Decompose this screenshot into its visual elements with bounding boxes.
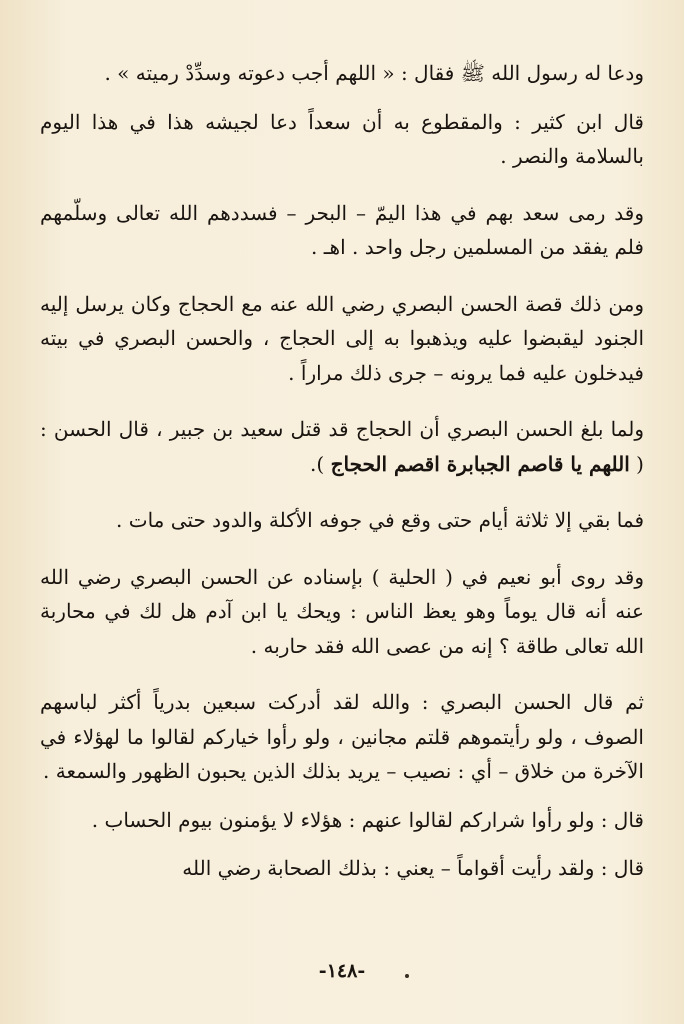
paragraph-4: ومن ذلك قصة الحسن البصري رضي الله عنه مع الحجاج وكان يرسل إليه الجنود ليقبضوا عليه ويذهبوا به إلى الحجاج ، والحسن البصري في بيته فيدخلون عليه فما يرونه – جرى ذلك مراراً . xyxy=(40,291,644,385)
paragraph-1: ودعا له رسول الله ﷺ فقال : « اللهم أجب دعوته وسدِّدْ رميته » . xyxy=(104,61,644,85)
paragraph-spacer xyxy=(40,538,644,560)
paragraph-spacer xyxy=(40,789,644,803)
paragraph-spacer xyxy=(40,837,644,851)
paragraph-3: وقد رمى سعد بهم في هذا اليمّ – البحر – فسددهم الله تعالى وسلّمهم فلم يفقد من المسلمين رجل واحد . اهـ . xyxy=(40,200,644,259)
page-number: -١٤٨- xyxy=(318,960,366,982)
paragraph-6: فما بقي إلا ثلاثة أيام حتى وقع في جوفه الأكلة والدود حتى مات . xyxy=(116,508,644,532)
paragraph-5-text-before: ولما بلغ الحسن البصري أن الحجاج قد قتل سعيد بن جبير ، قال الحسن : ( xyxy=(40,417,644,476)
paragraph-2: قال ابن كثير : والمقطوع به أن سعداً دعا لجيشه هذا في هذا اليوم بالسلامة والنصر . xyxy=(40,109,644,168)
paragraph-7: وقد روى أبو نعيم في ( الحلية ) بإسناده عن الحسن البصري رضي الله عنه أنه قال يوماً وهو يعظ الناس : ويحك يا ابن آدم هل لك في محاربة الله تعالى طاقة ؟ إنه من عصى الله فقد حاربه . xyxy=(40,564,644,658)
paragraph-10: قال : ولقد رأيت أقواماً – يعني : بذلك الصحابة رضي الله xyxy=(182,856,644,880)
paragraph-spacer xyxy=(40,91,644,105)
paragraph-5 xyxy=(40,412,644,481)
quoted-supplication: اللهم يا قاصم الجبابرة اقصم الحجاج xyxy=(330,451,630,476)
paragraph-spacer xyxy=(40,265,644,287)
paragraph-5-text-after: ). xyxy=(310,451,331,476)
paragraph-8: ثم قال الحسن البصري : والله لقد أدركت سبعين بدرياً أكثر لباسهم الصوف ، ولو رأيتموهم قلتم مجانين ، ولو رأوا خياركم لقالوا ما لهؤلاء في الآخرة من خلاق – أي : نصيب – يريد بذلك الذين يحبون الظهور والسمعة . xyxy=(40,690,644,783)
paragraph-9: قال : ولو رأوا شراركم لقالوا عنهم : هؤلاء لا يؤمنون بيوم الحساب . xyxy=(91,807,644,832)
paragraph-spacer xyxy=(40,663,644,685)
paragraph-spacer xyxy=(40,174,644,196)
paragraph-spacer xyxy=(40,481,644,503)
page-body xyxy=(40,56,644,886)
paragraph-spacer xyxy=(40,390,644,412)
